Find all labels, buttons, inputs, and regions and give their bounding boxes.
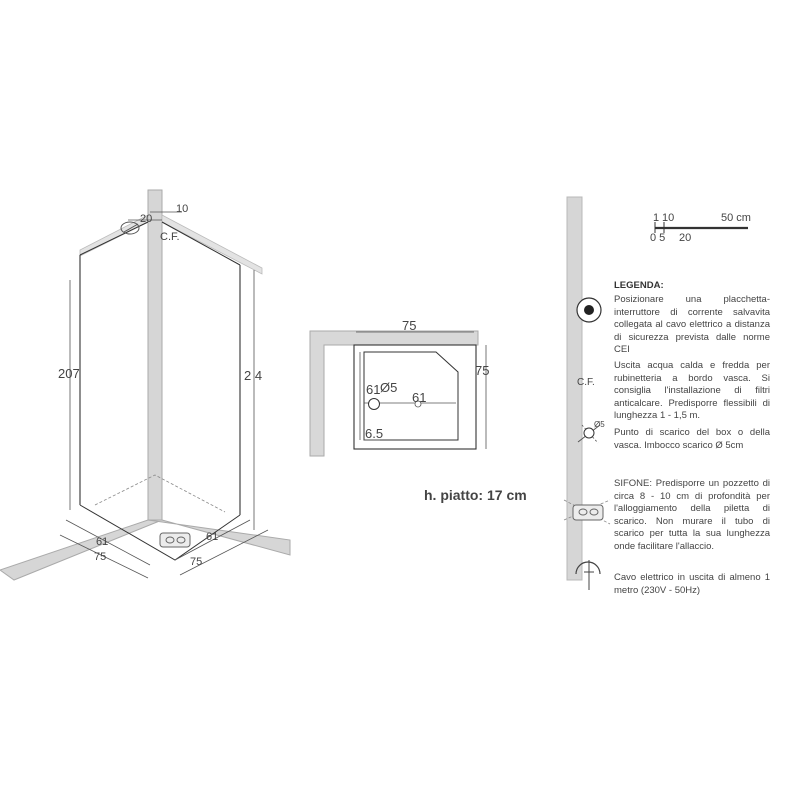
plan-view	[310, 318, 489, 456]
dim-height-left: 207	[58, 366, 80, 381]
plan-dim-width: 75	[402, 318, 417, 333]
drain-symbol-base	[160, 533, 190, 547]
plan-dim-61-left: 61	[366, 382, 381, 397]
electric-socket-icon	[577, 298, 601, 322]
scale-label-1: 1	[653, 212, 660, 224]
scale-label-20: 20	[679, 232, 692, 244]
dim-top-10: 10	[176, 203, 189, 215]
box-top-left	[80, 222, 148, 255]
isometric-view	[0, 190, 290, 580]
floor-wall-left	[0, 520, 162, 580]
legend-item-cable: Cavo elettrico in uscita di almeno 1 metro (230V - 50Hz)	[614, 572, 770, 596]
legend-item-socket: Posizionare una placchetta-interruttore di corrente salvavita collegata al cavo elettrico a distanza di sicurezza prevista dalle norme CEI	[614, 294, 770, 355]
dim-height-right: 2 4	[244, 368, 263, 383]
scale-bar	[650, 212, 751, 244]
legend-cf-label: C.F.	[577, 377, 595, 388]
box-top-right	[162, 222, 240, 265]
dim-base-left-75: 75	[94, 551, 107, 563]
plan-drain	[369, 399, 380, 410]
scale-label-05: 0 5	[650, 232, 666, 244]
plate-height-label: h. piatto: 17 cm	[424, 487, 527, 503]
legend-wall-strip	[567, 197, 582, 580]
legend-item-drain: Punto di scarico del box o della vasca. Imbocco scarico Ø 5cm	[614, 427, 770, 451]
scale-label-50cm: 50 cm	[721, 212, 751, 224]
legend-item-siphon: SIFONE: Predisporre un pozzetto di circa 8 - 10 cm di profondità per l'alloggiamento della piletta di scarico. Non murare il tubo di scarico per tutta la sua lunghezza onde facilitare l'allaccio.	[614, 478, 770, 552]
top-wall-right	[162, 215, 262, 274]
dim-cf: C.F.	[160, 231, 180, 243]
plan-dim-6-5: 6.5	[365, 426, 384, 441]
plan-dim-depth: 75	[475, 363, 490, 378]
scale-label-10: 10	[662, 212, 675, 224]
dim-base-right-75: 75	[190, 556, 203, 568]
dim-base-right-61: 61	[206, 531, 219, 543]
plan-dim-61-bottom: 61	[412, 390, 427, 405]
dim-base-left-61: 61	[96, 536, 109, 548]
plan-dim-drain: Ø5	[380, 380, 398, 395]
legend-item-water: Uscita acqua calda e fredda per rubinetteria a bordo vasca. Si consiglia l'installazione di filtri anticalcare. Predisporre flessibili di lunghezza 1 - 1,5 m.	[614, 360, 770, 421]
legend-title: LEGENDA:	[614, 280, 664, 291]
drain-point-icon-label: Ø5	[594, 420, 605, 429]
dim-top-20: 20	[140, 213, 153, 225]
